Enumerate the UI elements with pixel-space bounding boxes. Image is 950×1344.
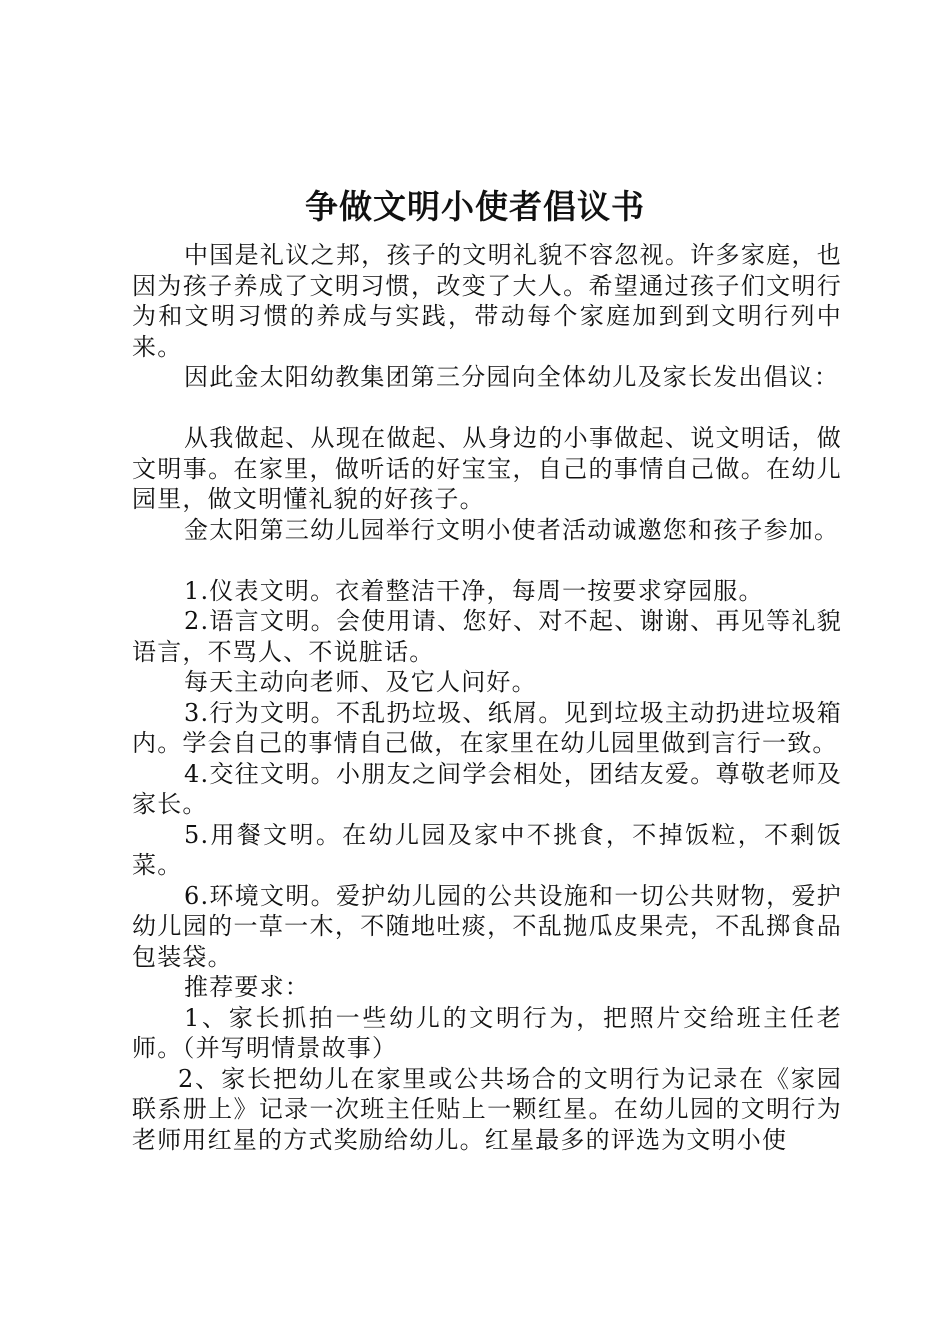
recommendation-heading: 推荐要求： — [184, 973, 310, 1001]
recommendation-2: 2、家长把幼儿在家里或公共场合的文明行为记录在《家园联系册上》记录一次班主任贴上一颗红星。在幼儿园的文明行为老师用红星的方式奖励给幼儿。红星最多的评选为文明小使 — [132, 1064, 842, 1154]
item-behavior: 3.行为文明。不乱扔垃圾、纸屑。见到垃圾主动扔进垃圾箱内。学会自己的事情自己做，在家里在幼儿园里做到言行一致。 — [132, 698, 842, 757]
blank-line — [132, 393, 842, 424]
recommendation-1: 1、家长抓拍一些幼儿的文明行为，把照片交给班主任老师。（并写明情景故事） — [132, 1003, 842, 1062]
item-language: 2.语言文明。会使用请、您好、对不起、谢谢、再见等礼貌语言，不骂人、不说脏话。 — [132, 607, 842, 666]
paragraph-start-from-me: 从我做起、从现在做起、从身边的小事做起、说文明话，做文明事。在家里，做听话的好宝宝，自己的事情自己做。在幼儿园里，做文明懂礼貌的好孩子。 — [132, 424, 842, 513]
paragraph-initiative: 因此金太阳幼教集团第三分园向全体幼儿及家长发出倡议： — [184, 363, 840, 391]
paragraph-invitation: 金太阳第三幼儿园举行文明小使者活动诚邀您和孩子参加。 — [184, 515, 840, 544]
item-appearance: 1.仪表文明。衣着整洁干净，每周一按要求穿园服。 — [184, 576, 764, 605]
blank-line — [132, 545, 842, 576]
paragraph-intro: 中国是礼议之邦，孩子的文明礼貌不容忽视。许多家庭，也因为孩子养成了文明习惯，改变了大人。希望通过孩子们文明行为和文明习惯的养成与实践，带动每个家庭加到到文明行列中来。 — [132, 241, 842, 361]
item-environment: 6.环境文明。爱护幼儿园的公共设施和一切公共财物，爱护幼儿园的一草一木，不随地吐痰，不乱抛瓜皮果壳，不乱掷食品包装袋。 — [132, 881, 842, 971]
document-title: 争做文明小使者倡议书 — [305, 187, 645, 226]
item-dining: 5.用餐文明。在幼儿园及家中不挑食，不掉饭粒，不剩饭菜。 — [132, 820, 842, 879]
document-body — [132, 240, 842, 1155]
item-greeting: 每天主动向老师、及它人问好。 — [184, 668, 537, 696]
item-communication: 4.交往文明。小朋友之间学会相处，团结友爱。尊敬老师及家长。 — [132, 759, 842, 818]
